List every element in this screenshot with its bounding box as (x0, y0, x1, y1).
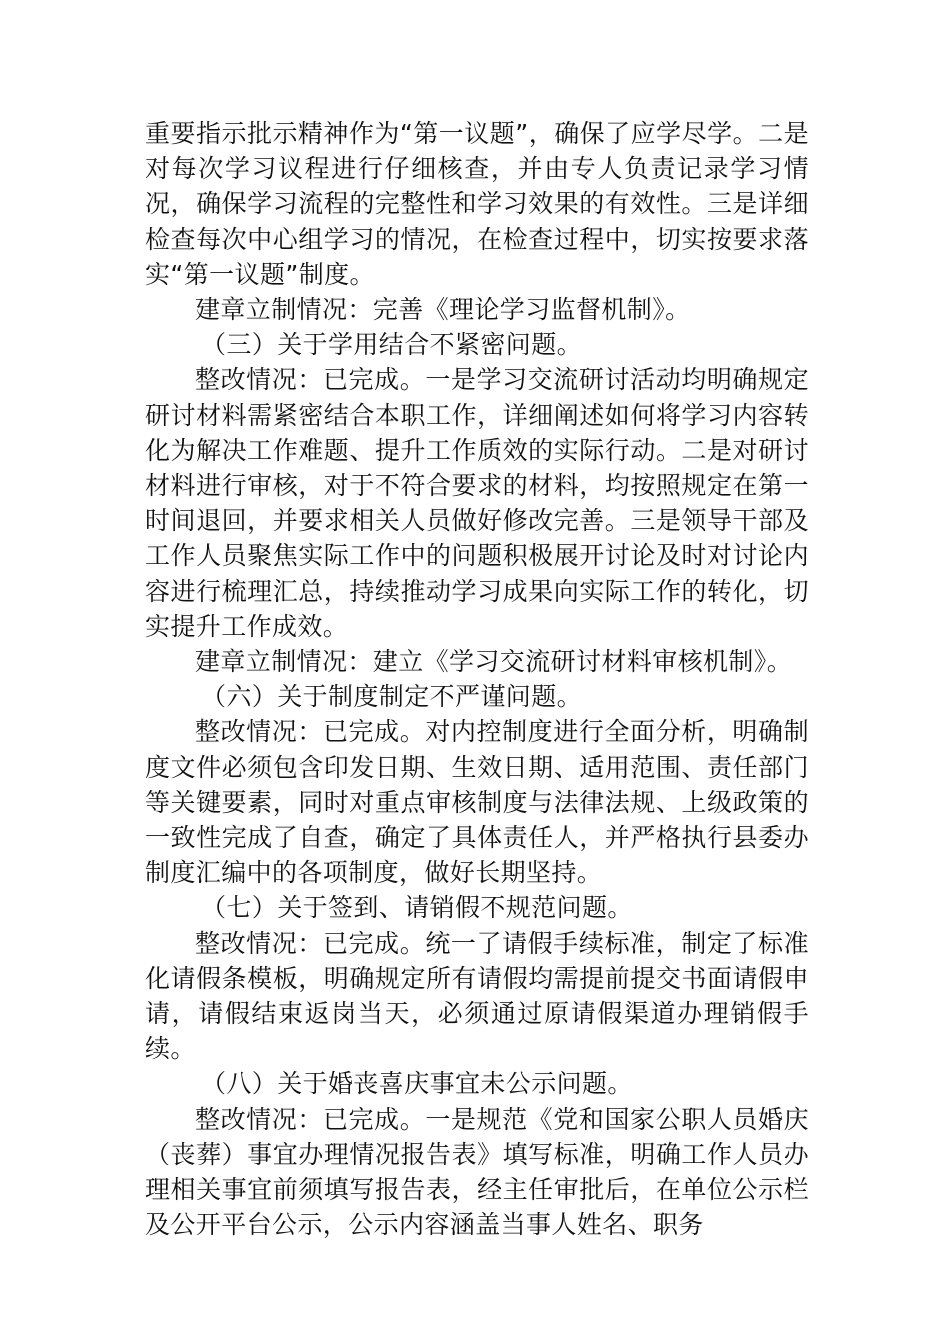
paragraph-rectification-status: 整改情况：已完成。对内控制度进行全面分析，明确制度文件必须包含印发日期、生效日期、适用范围、责任部门等关键要素，同时对重点审核制度与法律法规、上级政策的一致性完成了自查，确定了具体责任人，并严格执行县委办制度汇编中的各项制度，做好长期坚持。 (145, 717, 809, 888)
paragraph-regulation-status: 建章立制情况：完善《理论学习监督机制》。 (195, 295, 691, 325)
paragraph-rectification-status: 整改情况：已完成。统一了请假手续标准，制定了标准化请假条模板，明确规定所有请假均需提前提交书面请假申请，请假结束返岗当天，必须通过原请假渠道办理销假手续。 (145, 928, 809, 1064)
paragraph-continuation: 重要指示批示精神作为“第一议题”，确保了应学尽学。二是对每次学习议程进行仔细核查，并由专人负责记录学习情况，确保学习流程的完整性和学习效果的有效性。三是详细检查每次中心组学习的情况，在检查过程中，切实按要求落实“第一议题”制度。 (145, 119, 809, 289)
section-heading-six: （六）关于制度制定不严谨问题。 (201, 682, 583, 712)
section-heading-three: （三）关于学用结合不紧密问题。 (201, 330, 583, 360)
paragraph-regulation-status: 建章立制情况：建立《学习交流研讨材料审核机制》。 (195, 647, 793, 677)
section-heading-seven: （七）关于签到、请销假不规范问题。 (201, 893, 633, 923)
paragraph-rectification-status: 整改情况：已完成。一是规范《党和国家公职人员婚庆（丧葬）事宜办理情况报告表》填写标准，明确工作人员办理相关事宜前须填写报告表，经主任审批后，在单位公示栏及公开平台公示，公示内容涵盖当事人姓名、职务 (145, 1104, 809, 1240)
document-page (145, 116, 809, 1243)
paragraph-rectification-status: 整改情况：已完成。一是学习交流研讨活动均明确规定研讨材料需紧密结合本职工作，详细阐述如何将学习内容转化为解决工作难题、提升工作质效的实际行动。二是对研讨材料进行审核，对于不符合要求的材料，均按照规定在第一时间退回，并要求相关人员做好修改完善。三是领导干部及工作人员聚焦实际工作中的问题积极展开讨论及时对讨论内容进行梳理汇总，持续推动学习成果向实际工作的转化，切实提升工作成效。 (145, 365, 809, 641)
section-heading-eight: （八）关于婚丧喜庆事宜未公示问题。 (201, 1069, 633, 1099)
